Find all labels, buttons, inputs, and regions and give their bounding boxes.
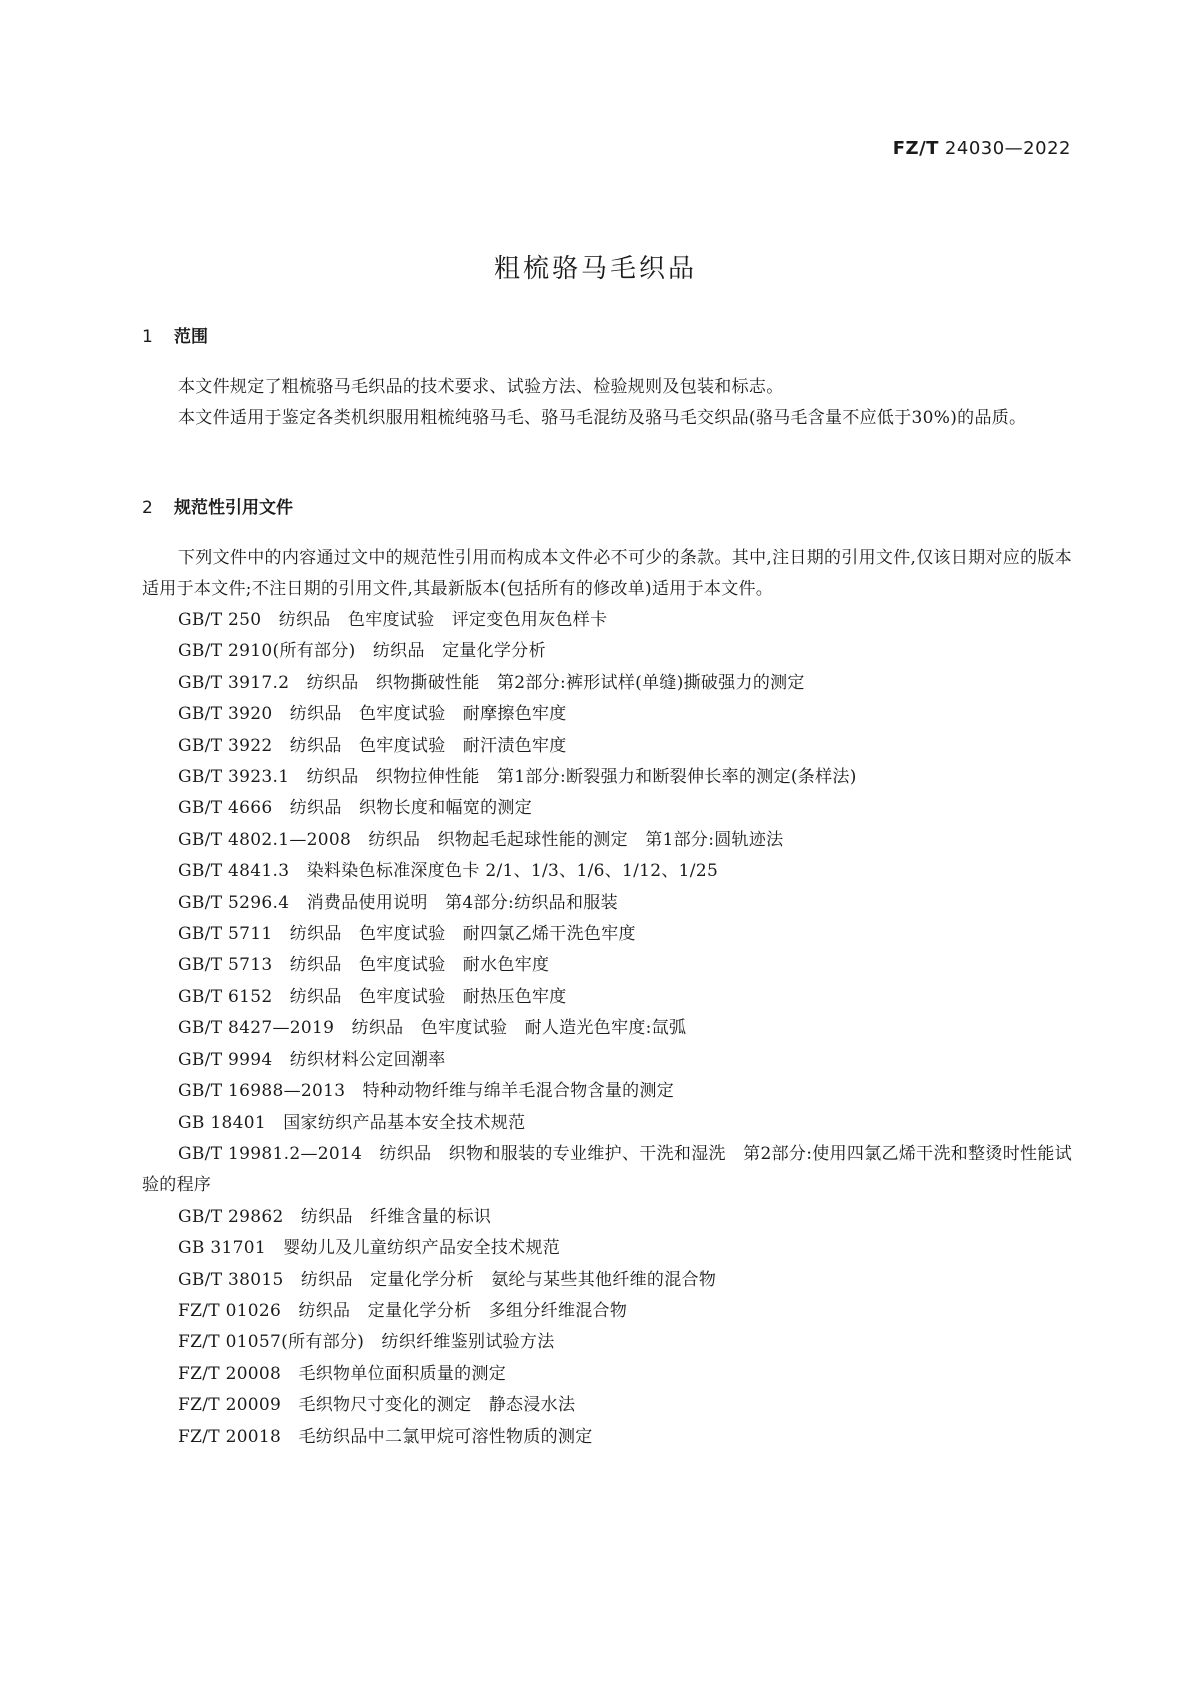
reference-item: GB/T 6152 纺织品 色牢度试验 耐热压色牢度 <box>178 986 567 1007</box>
standard-prefix: FZ/T <box>892 138 939 159</box>
reference-item: GB/T 19981.2—2014 纺织品 织物和服装的专业维护、干洗和湿洗 第2部分:使用四氯乙烯干洗和整烫时性能试验的程序 <box>142 1143 1072 1196</box>
reference-item: GB/T 3917.2 纺织品 织物撕破性能 第2部分:裤形试样(单缝)撕破强力的测定 <box>178 672 805 693</box>
section-title: 范围 <box>174 327 208 347</box>
reference-item: FZ/T 20009 毛织物尺寸变化的测定 静态浸水法 <box>178 1395 576 1416</box>
reference-item: GB/T 2910(所有部分) 纺织品 定量化学分析 <box>178 641 546 662</box>
reference-item: FZ/T 01057(所有部分) 纺织纤维鉴别试验方法 <box>178 1332 555 1353</box>
reference-list <box>142 605 1072 1453</box>
reference-item: GB/T 16988—2013 特种动物纤维与绵羊毛混合物含量的测定 <box>178 1081 675 1102</box>
section-heading-normative-references <box>142 493 293 518</box>
reference-item: GB/T 3922 纺织品 色牢度试验 耐汗渍色牢度 <box>178 735 567 756</box>
reference-item: GB/T 3923.1 纺织品 织物拉伸性能 第1部分:断裂强力和断裂伸长率的测定(条样法) <box>178 767 857 788</box>
reference-item: GB/T 3920 纺织品 色牢度试验 耐摩擦色牢度 <box>178 704 567 725</box>
references-intro: 下列文件中的内容通过文中的规范性引用而构成本文件必不可少的条款。其中,注日期的引用文件,仅该日期对应的版本适用于本文件;不注日期的引用文件,其最新版本(包括所有的修改单)适用于本文件。 <box>142 548 1072 599</box>
section-body-normative-references <box>142 543 1072 1453</box>
section-heading-scope <box>142 322 208 347</box>
section-title: 规范性引用文件 <box>174 498 293 518</box>
standard-code <box>893 138 1071 159</box>
section-number: 2 <box>142 498 153 518</box>
reference-item: GB/T 5711 纺织品 色牢度试验 耐四氯乙烯干洗色牢度 <box>178 924 636 945</box>
reference-item: FZ/T 01026 纺织品 定量化学分析 多组分纤维混合物 <box>178 1300 628 1321</box>
reference-item: GB 18401 国家纺织产品基本安全技术规范 <box>178 1112 526 1133</box>
reference-item: GB/T 250 纺织品 色牢度试验 评定变色用灰色样卡 <box>178 610 608 630</box>
section-number: 1 <box>142 327 153 347</box>
section-body-scope <box>142 372 1072 434</box>
reference-item: GB/T 8427—2019 纺织品 色牢度试验 耐人造光色牢度:氙弧 <box>178 1018 687 1039</box>
reference-item: GB/T 29862 纺织品 纤维含量的标识 <box>178 1206 492 1227</box>
reference-item: GB/T 4802.1—2008 纺织品 织物起毛起球性能的测定 第1部分:圆轨迹法 <box>178 829 784 850</box>
document-title: 粗梳骆马毛织品 <box>493 254 697 284</box>
reference-item: GB/T 5713 纺织品 色牢度试验 耐水色牢度 <box>178 955 550 976</box>
standard-number: 24030—2022 <box>944 138 1071 159</box>
reference-item: GB/T 5296.4 消费品使用说明 第4部分:纺织品和服装 <box>178 892 618 913</box>
reference-item: FZ/T 20018 毛纺织品中二氯甲烷可溶性物质的测定 <box>178 1426 593 1447</box>
reference-item: GB/T 9994 纺织材料公定回潮率 <box>178 1049 446 1070</box>
reference-item: GB/T 4841.3 染料染色标准深度色卡 2/1、1/3、1/6、1/12、1/25 <box>178 861 719 882</box>
reference-item: FZ/T 20008 毛织物单位面积质量的测定 <box>178 1363 507 1384</box>
reference-item: GB/T 38015 纺织品 定量化学分析 氨纶与某些其他纤维的混合物 <box>178 1269 717 1290</box>
paragraph: 本文件适用于鉴定各类机织服用粗梳纯骆马毛、骆马毛混纺及骆马毛交织品(骆马毛含量不应低于30%)的品质。 <box>178 408 1027 428</box>
paragraph: 本文件规定了粗梳骆马毛织品的技术要求、试验方法、检验规则及包装和标志。 <box>178 377 784 397</box>
reference-item: GB 31701 婴幼儿及儿童纺织产品安全技术规范 <box>178 1238 561 1259</box>
reference-item: GB/T 4666 纺织品 织物长度和幅宽的测定 <box>178 798 533 819</box>
